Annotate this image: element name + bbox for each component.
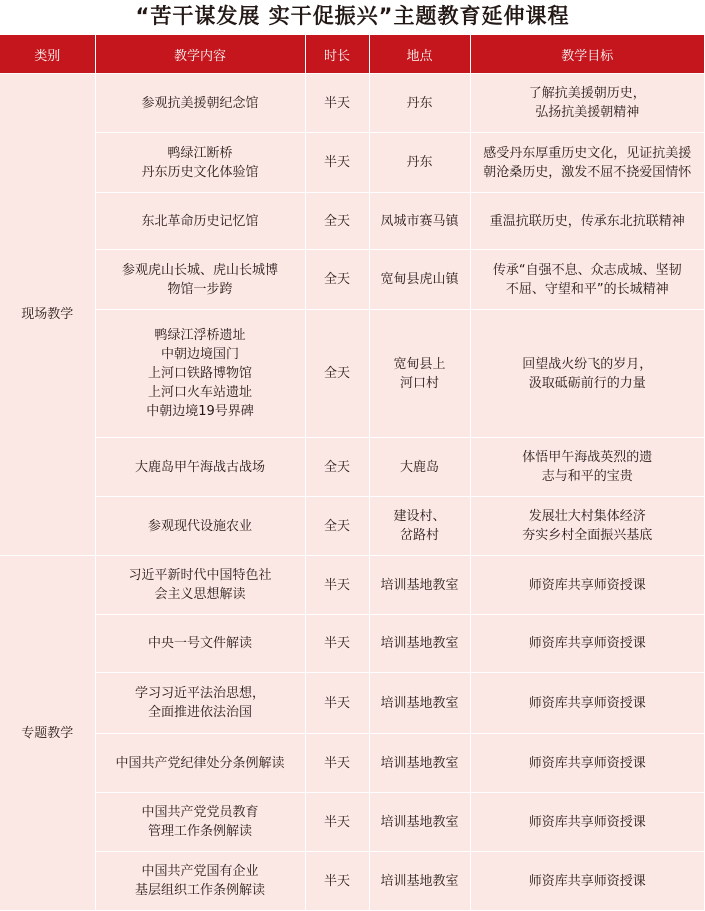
content-cell-line: 全面推进依法治国 [147, 705, 252, 720]
content-cell-line: 中国共产党纪律处分条例解读 [115, 755, 285, 771]
table-row [0, 852, 704, 911]
content-cell-line: 大鹿岛甲午海战古战场 [134, 459, 265, 475]
table-row [0, 615, 704, 673]
goal-cell-line: 体悟甲午海战英烈的遗 [522, 450, 653, 465]
goal-cell [470, 852, 704, 911]
content-cell [95, 438, 305, 497]
content-cell-line: 上河口铁路博物馆 [147, 366, 252, 381]
content-cell [95, 74, 305, 133]
goal-cell-line: 朝沧桑历史，激发不屈不挠爱国情怀 [483, 164, 692, 180]
content-cell-line: 丹东历史文化体验馆 [141, 164, 259, 180]
content-cell [95, 497, 305, 556]
duration-cell: 半天 [305, 793, 369, 852]
content-cell-line: 东北革命历史记忆馆 [141, 213, 259, 229]
goal-cell [470, 793, 704, 852]
location-cell-line: 建设村、 [393, 509, 446, 524]
duration-cell: 全天 [305, 438, 369, 497]
table-row [0, 497, 704, 556]
goal-cell-line: 发展壮大村集体经济 [528, 509, 646, 524]
content-cell [95, 193, 305, 250]
content-cell-line: 中国共产党国有企业 [141, 864, 259, 879]
goal-cell-line: 感受丹东厚重历史文化，见证抗美援 [483, 145, 692, 161]
location-cell [369, 615, 470, 673]
location-cell-line: 宽甸县虎山镇 [380, 272, 459, 287]
goal-cell [470, 673, 704, 734]
table-row [0, 250, 704, 310]
content-cell-line: 鸭绿江浮桥遗址 [154, 328, 246, 343]
content-cell-line: 习近平新时代中国特色社 [128, 568, 272, 583]
goal-cell [470, 734, 704, 793]
category-cell: 专题教学 [0, 556, 95, 911]
location-cell-line: 宽甸县上 [393, 356, 446, 372]
location-cell [369, 250, 470, 310]
goal-cell [470, 193, 704, 250]
table-body [0, 74, 704, 911]
table-row [0, 133, 704, 193]
location-cell [369, 497, 470, 556]
goal-cell-line: 师资库共享师资授课 [528, 695, 646, 711]
content-cell [95, 852, 305, 911]
content-cell-line: 中国共产党党员教育 [141, 805, 259, 820]
goal-cell-line: 师资库共享师资授课 [528, 873, 646, 889]
table-row [0, 193, 704, 250]
goal-cell-line: 重温抗联历史，传承东北抗联精神 [489, 213, 685, 229]
page-title: “苦干谋发展 实干促振兴”主题教育延伸课程 [135, 4, 570, 28]
goal-cell-line: 夯实乡村全面振兴基底 [522, 528, 653, 543]
header-goal: 教学目标 [470, 35, 704, 74]
location-cell-line: 培训基地教室 [380, 873, 459, 889]
duration-cell: 半天 [305, 852, 369, 911]
content-cell [95, 734, 305, 793]
content-cell-line: 学习习近平法治思想， [134, 686, 265, 701]
goal-cell [470, 556, 704, 615]
location-cell-line: 培训基地教室 [380, 814, 459, 830]
category-cell: 现场教学 [0, 74, 95, 556]
location-cell [369, 74, 470, 133]
location-cell-line: 河口村 [399, 375, 439, 391]
duration-cell: 半天 [305, 673, 369, 734]
location-cell [369, 310, 470, 438]
goal-cell-line: 传承“自强不息、众志成城、坚韧 [492, 262, 682, 278]
content-cell-line: 物馆一步跨 [167, 281, 233, 297]
goal-cell-line: 师资库共享师资授课 [528, 755, 646, 771]
content-cell [95, 615, 305, 673]
location-cell [369, 193, 470, 250]
location-cell-line: 培训基地教室 [380, 577, 459, 593]
location-cell-line: 培训基地教室 [380, 755, 459, 771]
goal-cell-line: 回望战火纷飞的岁月， [522, 356, 653, 372]
goal-cell-line: 志与和平的宝贵 [541, 469, 633, 484]
location-cell-line: 丹东 [406, 155, 433, 170]
location-cell [369, 734, 470, 793]
duration-cell: 全天 [305, 250, 369, 310]
duration-cell: 半天 [305, 74, 369, 133]
duration-cell: 半天 [305, 133, 369, 193]
goal-cell-line: 师资库共享师资授课 [528, 636, 646, 651]
goal-cell-line: 师资库共享师资授课 [528, 814, 646, 830]
goal-cell [470, 133, 704, 193]
location-cell [369, 438, 470, 497]
table-row [0, 438, 704, 497]
content-cell [95, 310, 305, 438]
content-cell-line: 上河口火车站遗址 [147, 385, 252, 400]
table-row [0, 673, 704, 734]
table-row [0, 793, 704, 852]
duration-cell: 半天 [305, 615, 369, 673]
content-cell-line: 参观虎山长城、虎山长城博 [121, 262, 278, 278]
content-cell [95, 556, 305, 615]
goal-cell [470, 438, 704, 497]
location-cell-line: 大鹿岛 [399, 459, 439, 475]
goal-cell-line: 弘扬抗美援朝精神 [535, 105, 640, 120]
table-row [0, 310, 704, 438]
curriculum-table [0, 35, 704, 911]
location-cell [369, 793, 470, 852]
goal-cell [470, 74, 704, 133]
location-cell-line: 丹东 [406, 95, 433, 111]
table-header-row [0, 35, 704, 74]
content-cell-line: 基层组织工作条例解读 [134, 883, 265, 898]
content-cell [95, 793, 305, 852]
location-cell [369, 673, 470, 734]
content-cell-line: 中朝边境19号界碑 [146, 404, 254, 419]
duration-cell: 全天 [305, 193, 369, 250]
duration-cell: 全天 [305, 310, 369, 438]
goal-cell [470, 250, 704, 310]
goal-cell [470, 615, 704, 673]
header-category: 类别 [0, 35, 95, 74]
goal-cell-line: 师资库共享师资授课 [528, 577, 646, 593]
location-cell-line: 培训基地教室 [380, 636, 459, 651]
location-cell-line: 岔路村 [399, 528, 439, 543]
duration-cell: 半天 [305, 556, 369, 615]
content-cell [95, 673, 305, 734]
content-cell-line: 鸭绿江断桥 [167, 145, 233, 161]
location-cell [369, 556, 470, 615]
table-row [0, 74, 704, 133]
goal-cell-line: 汲取砥砺前行的力量 [528, 375, 646, 391]
location-cell-line: 凤城市赛马镇 [380, 213, 459, 229]
duration-cell: 全天 [305, 497, 369, 556]
goal-cell-line: 了解抗美援朝历史， [528, 86, 646, 101]
goal-cell [470, 310, 704, 438]
goal-cell [470, 497, 704, 556]
content-cell-line: 参观抗美援朝纪念馆 [141, 95, 259, 111]
header-location: 地点 [369, 35, 470, 74]
content-cell-line: 中央一号文件解读 [147, 636, 252, 651]
content-cell-line: 管理工作条例解读 [147, 824, 252, 839]
header-content: 教学内容 [95, 35, 305, 74]
duration-cell: 半天 [305, 734, 369, 793]
location-cell [369, 852, 470, 911]
content-cell [95, 133, 305, 193]
header-duration: 时长 [305, 35, 369, 74]
location-cell [369, 133, 470, 193]
content-cell [95, 250, 305, 310]
content-cell-line: 参观现代设施农业 [147, 518, 252, 534]
content-cell-line: 中朝边境国门 [160, 347, 239, 362]
table-row [0, 556, 704, 615]
table-row [0, 734, 704, 793]
goal-cell-line: 不屈、守望和平”的长城精神 [505, 281, 669, 297]
location-cell-line: 培训基地教室 [380, 695, 459, 711]
content-cell-line: 会主义思想解读 [154, 587, 246, 602]
